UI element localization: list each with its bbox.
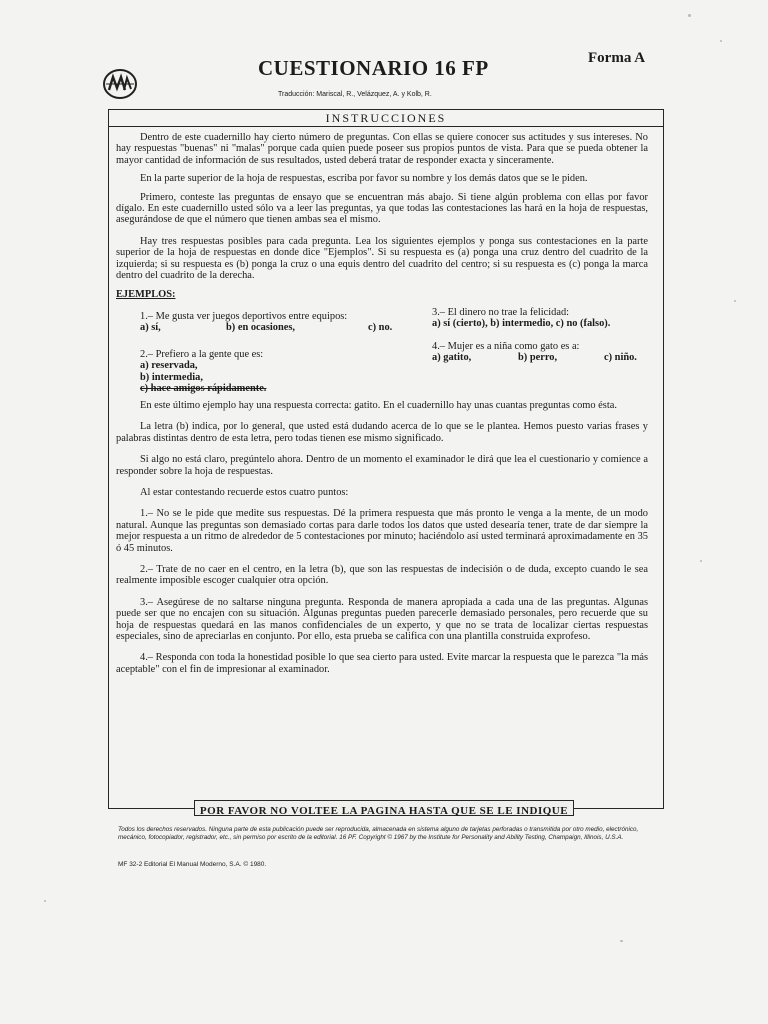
point-1: 1.– No se le pide que medite sus respuestas. Dé la primera respuesta que más pronto le venga a la mente, de un modo natural. Aunque las preguntas son demasiado cortas para darle todos los datos que usted desearía tener, trate de dar siempre la mejor respuesta a un ritmo de alrededor de 5 contestaciones por minuto; haciéndolo así usted terminará aproximadamente en 35 ó 45 minutos. [116,508,648,554]
publisher-logo-icon [102,68,138,100]
example-1 [140,311,410,334]
paragraph-last-example: En este último ejemplo hay una respuesta correcta: gatito. En el cuadernillo hay unas cuantas preguntas como ésta. [140,399,617,411]
example-question: 3.– El dinero no trae la felicidad: [432,306,570,318]
form-label: Forma A [588,50,646,66]
point-2: 2.– Trate de no caer en el centro, en la letra (b), que son las respuestas de indecisión o de duda, excepto cuando le sea realmente imposible escoger cualquier otra opción. [116,563,648,587]
do-not-turn-banner [194,800,574,816]
example-options [432,352,648,363]
publication-code: MF 32-2 Editorial El Manual Moderno, S.A. © 1980. [118,861,267,868]
translation-credit: Traducción: Mariscal, R., Velázquez, A. y Kolb, R. [278,91,432,98]
document-title: CUESTIONARIO 16 FP [258,56,489,80]
paragraph-first: Primero, conteste las preguntas de ensayo que se encuentran más abajo. Si tiene algún problema con ellas por favor dígalo. En este cuadernillo usted sólo va a leer las preguntas, ya que todas las contestaciones las hará en la hoja de respuestas, asegurándose de que el número que tienen ambas sea el mismo. [116,191,648,226]
scan-speck [720,40,722,42]
paragraph-questions: Si algo no está claro, pregúntelo ahora. Dentro de un momento el examinador le dirá que lea el cuestionario y comience a responder sobre la hoja de respuestas. [116,454,648,477]
option-b: b) intermedia, [140,371,203,383]
example-options [140,322,410,333]
option-c: c) niño. [604,352,637,364]
paragraph-intro: Dentro de este cuadernillo hay cierto número de preguntas. Con ellas se quiere conocer sus actitudes y sus intereses. No hay respuestas "buenas" ni "malas" porque cada quien puede poseer sus propios puntos de vista. Para que se pueda obtener la mayor cantidad de información de sus resultados, usted deberá tratar de responder exacta y sinceramente. [116,132,648,166]
paragraph-four-points: Al estar contestando recuerde estos cuatro puntos: [140,486,349,498]
example-question: 2.– Prefiero a la gente que es: [140,348,264,360]
scan-speck [620,940,623,942]
option-b: b) en ocasiones, [226,322,295,334]
example-question: 4.– Mujer es a niña como gato es a: [432,340,580,352]
option-a: a) sí, [140,322,161,334]
example-4 [432,341,648,364]
instructions-header [108,109,664,127]
example-3 [432,307,648,330]
option-a: a) reservada, [140,360,198,372]
point-4: 4.– Responda con toda la honestidad posible lo que sea cierto para usted. Evite marcar la respuesta que le parezca "la más aceptable" con el fin de impresionar al examinador. [116,652,648,675]
option-b: b) perro, [518,352,558,364]
option-c: c) hace amigos rápidamente. [140,383,267,395]
examples-block [116,307,648,393]
scan-speck [44,900,46,902]
example-2 [140,349,410,395]
instructions-heading: INSTRUCCIONES [325,111,447,125]
scan-speck [700,560,702,562]
example-question: 1.– Me gusta ver juegos deportivos entre equipos: [140,310,348,322]
paragraph-three-answers: Hay tres respuestas posibles para cada pregunta. Lea los siguientes ejemplos y ponga sus contestaciones en la parte superior de la hoja de respuestas en donde dice "Ejemplos". Si su respuesta es (a) ponga una cruz dentro del cuadrito de la izquierda; si su respuesta es (b) ponga la cruz o una equis dentro del cuadrito del centro; si su respuesta es (c) ponga la marca dentro del cuadrito de la derecha. [116,235,648,282]
paragraph-letter-b: La letra (b) indica, por lo general, que usted está dudando acerca de lo que se le plantea. Hemos puesto varias frases y palabras distintas dentro de esta letra, pero todas tienen ese mismo significado. [116,421,648,444]
copyright-notice: Todos los derechos reservados. Ninguna parte de esta publicación puede ser reproducida, almacenada en sistema alguno de tarjetas perforadas o transmitida por otro medio, electrónico, mecánico, fotocopiador, registrador, etc., sin permiso por escrito de la editorial. 16 PF. Copyright © 1967 by the Institute for Personality and Ability Testing, Champaign, Illinois, U.S.A. [118,826,639,841]
option-c: c) no. [368,322,393,334]
example-options: a) sí (cierto), b) intermedio, c) no (falso). [432,318,611,330]
scan-speck [688,14,691,17]
point-3: 3.– Asegúrese de no saltarse ninguna pregunta. Responda de manera apropiada a cada una de las preguntas. Algunas puede ser que no encajen con su situación. Algunas preguntas pueden parecerle demasiado personales, pero recuerde que su hoja de respuestas quedará en las manos confidenciales de un experto, y que no se trata de localizar ciertas respuestas especiales, sino de apreciarlas en conjunto. Por ello, esta prueba se califica con una plantilla construida exprofeso. [116,596,648,642]
banner-text: POR FAVOR NO VOLTEE LA PAGINA HASTA QUE SE LE INDIQUE [199,805,569,817]
option-a: a) gatito, [432,352,472,364]
instructions-body [116,132,648,675]
examples-title: EJEMPLOS: [116,289,176,301]
paragraph-answer-sheet: En la parte superior de la hoja de respuestas, escriba por favor su nombre y los demás datos que se le piden. [140,173,588,185]
scan-speck [734,300,736,302]
